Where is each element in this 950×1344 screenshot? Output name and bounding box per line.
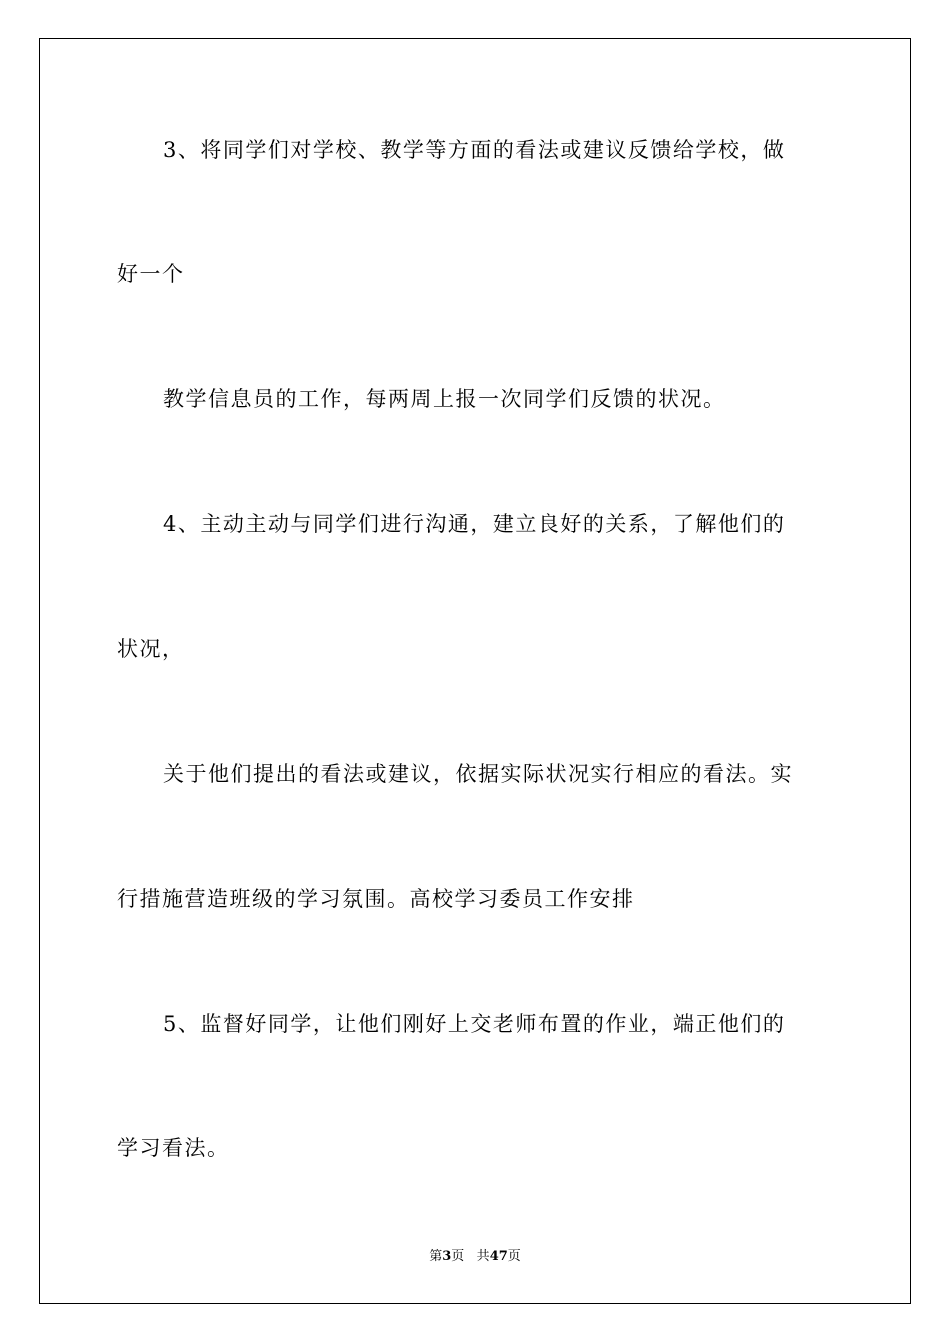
footer-total-pages: 47 bbox=[489, 1249, 508, 1264]
paragraph-line-7: 行措施营造班级的学习氛围。高校学习委员工作安排 bbox=[117, 887, 635, 911]
footer-total-prefix: 共 bbox=[476, 1249, 490, 1264]
paragraph-line-9: 学习看法。 bbox=[117, 1136, 230, 1160]
paragraph-line-3: 教学信息员的工作，每两周上报一次同学们反馈的状况。 bbox=[163, 387, 726, 411]
paragraph-line-4: 4、主动主动与同学们进行沟通，建立良好的关系，了解他们的 bbox=[163, 512, 786, 536]
footer-page-suffix: 页 bbox=[451, 1249, 465, 1264]
page-border bbox=[39, 38, 911, 1304]
footer-page-prefix: 第 bbox=[429, 1249, 443, 1264]
paragraph-line-1: 3、将同学们对学校、教学等方面的看法或建议反馈给学校，做 bbox=[163, 138, 786, 162]
footer-total-suffix: 页 bbox=[507, 1249, 521, 1264]
paragraph-line-8: 5、监督好同学，让他们刚好上交老师布置的作业，端正他们的 bbox=[163, 1012, 786, 1036]
paragraph-line-6: 关于他们提出的看法或建议，依据实际状况实行相应的看法。实 bbox=[163, 762, 793, 786]
footer-page-number: 3 bbox=[442, 1249, 452, 1264]
paragraph-line-2: 好一个 bbox=[117, 262, 185, 286]
page-footer bbox=[0, 1248, 950, 1266]
paragraph-line-5: 状况， bbox=[117, 637, 185, 661]
